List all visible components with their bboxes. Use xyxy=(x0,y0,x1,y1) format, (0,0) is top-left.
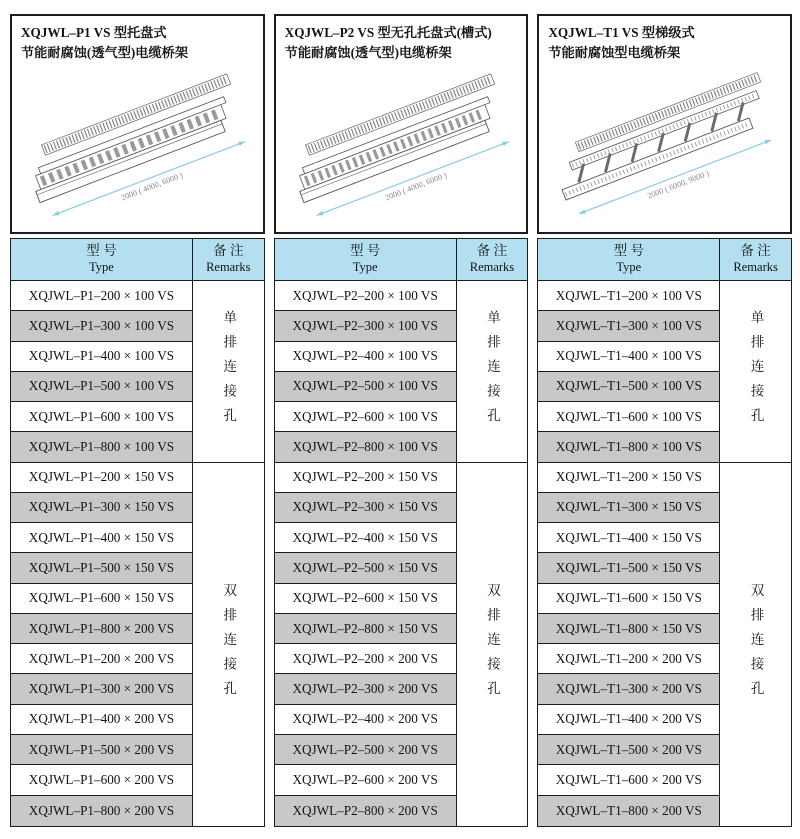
table-row: XQJWL–P1–500 × 150 VS xyxy=(11,553,192,583)
column-header-remarks xyxy=(720,239,791,280)
remark-text: 双排连接孔 xyxy=(484,583,500,706)
column-header-type xyxy=(275,239,457,280)
table-row: XQJWL–T1–300 × 150 VS xyxy=(538,493,719,523)
table-row: XQJWL–P1–200 × 150 VS xyxy=(11,463,192,493)
type-header-zh: 型 号 xyxy=(86,243,117,259)
table-row: XQJWL–P1–600 × 100 VS xyxy=(11,402,192,432)
table-row: XQJWL–P1–300 × 100 VS xyxy=(11,311,192,341)
table-body xyxy=(538,281,791,826)
table-body xyxy=(275,281,528,826)
table-row: XQJWL–P2–600 × 200 VS xyxy=(275,765,456,795)
panel-xqjwl-t1 xyxy=(537,14,792,827)
table-row: XQJWL–T1–800 × 200 VS xyxy=(538,796,719,826)
table-row: XQJWL–T1–200 × 200 VS xyxy=(538,644,719,674)
table-row: XQJWL–P2–400 × 150 VS xyxy=(275,523,456,553)
type-header-zh: 型 号 xyxy=(349,243,381,259)
remarks-header-zh: 备 注 xyxy=(740,243,771,259)
table-header xyxy=(538,239,791,281)
table-row: XQJWL–T1–600 × 100 VS xyxy=(538,402,719,432)
table-row: XQJWL–P2–600 × 150 VS xyxy=(275,584,456,614)
ladder-tray-drawing xyxy=(539,64,790,222)
model-column xyxy=(275,281,457,826)
table-header xyxy=(11,239,264,281)
product-title-line1: XQJWL–T1 VS 型梯级式 xyxy=(548,25,695,40)
table-row: XQJWL–T1–300 × 200 VS xyxy=(538,674,719,704)
table-row: XQJWL–P2–200 × 200 VS xyxy=(275,644,456,674)
table-row: XQJWL–P1–600 × 150 VS xyxy=(11,584,192,614)
type-header-zh: 型 号 xyxy=(613,243,644,259)
table-row: XQJWL–P1–600 × 200 VS xyxy=(11,765,192,795)
remarks-header-zh: 备 注 xyxy=(213,243,244,259)
table-row: XQJWL–P2–300 × 150 VS xyxy=(275,493,456,523)
remarks-column xyxy=(193,281,264,826)
remark-cell-single-row xyxy=(457,281,528,463)
table-row: XQJWL–P2–500 × 150 VS xyxy=(275,553,456,583)
table-row: XQJWL–P1–500 × 100 VS xyxy=(11,372,192,402)
column-header-type xyxy=(11,239,193,280)
table-row: XQJWL–P1–400 × 200 VS xyxy=(11,705,192,735)
table-row: XQJWL–T1–500 × 100 VS xyxy=(538,372,719,402)
product-title xyxy=(276,16,527,64)
table-row: XQJWL–T1–200 × 150 VS xyxy=(538,463,719,493)
table-row: XQJWL–T1–800 × 150 VS xyxy=(538,614,719,644)
model-column xyxy=(538,281,720,826)
table-row: XQJWL–T1–600 × 150 VS xyxy=(538,584,719,614)
type-header-en: Type xyxy=(352,260,378,275)
panel-xqjwl-p2 xyxy=(274,14,529,827)
table-row: XQJWL–P1–800 × 200 VS xyxy=(11,614,192,644)
table-row: XQJWL–T1–400 × 150 VS xyxy=(538,523,719,553)
dimension-label: 2000 ( 6000, 9000 ) xyxy=(646,168,711,201)
perforated-tray-drawing xyxy=(12,64,263,222)
remarks-column xyxy=(720,281,791,826)
model-table xyxy=(10,238,265,827)
table-row: XQJWL–P2–500 × 200 VS xyxy=(275,735,456,765)
table-body xyxy=(11,281,264,826)
remark-cell-double-row xyxy=(193,463,264,826)
type-header-en: Type xyxy=(89,260,114,275)
table-header xyxy=(275,239,528,281)
table-row: XQJWL–P2–300 × 100 VS xyxy=(275,311,456,341)
product-title xyxy=(12,16,263,64)
table-row: XQJWL–P1–800 × 200 VS xyxy=(11,796,192,826)
table-row: XQJWL–P2–800 × 200 VS xyxy=(275,796,456,826)
table-row: XQJWL–T1–200 × 100 VS xyxy=(538,281,719,311)
table-row: XQJWL–P2–200 × 150 VS xyxy=(275,463,456,493)
remark-cell-single-row xyxy=(193,281,264,463)
remark-text: 双排连接孔 xyxy=(221,583,237,706)
remark-text: 双排连接孔 xyxy=(748,583,764,706)
remarks-header-en: Remarks xyxy=(206,260,251,275)
table-row: XQJWL–P2–400 × 100 VS xyxy=(275,342,456,372)
model-table xyxy=(274,238,529,827)
table-row: XQJWL–T1–400 × 200 VS xyxy=(538,705,719,735)
table-row: XQJWL–P2–800 × 100 VS xyxy=(275,432,456,462)
table-row: XQJWL–P1–200 × 200 VS xyxy=(11,644,192,674)
dimension-label: 2000 ( 4000, 6000 ) xyxy=(383,170,448,203)
model-column xyxy=(11,281,193,826)
product-title-line2: 节能耐腐蚀型电缆桥架 xyxy=(548,45,681,61)
table-row: XQJWL–P1–500 × 200 VS xyxy=(11,735,192,765)
table-row: XQJWL–P1–400 × 150 VS xyxy=(11,523,192,553)
model-table xyxy=(537,238,792,827)
table-row: XQJWL–P1–300 × 200 VS xyxy=(11,674,192,704)
remark-text: 单排连接孔 xyxy=(221,310,237,433)
type-header-en: Type xyxy=(616,260,642,275)
table-row: XQJWL–P1–200 × 100 VS xyxy=(11,281,192,311)
table-row: XQJWL–P1–300 × 150 VS xyxy=(11,493,192,523)
panel-xqjwl-p1 xyxy=(10,14,265,827)
product-title-line2: 节能耐腐蚀(透气型)电缆桥架 xyxy=(284,45,452,61)
remarks-header-zh: 备 注 xyxy=(476,243,508,259)
product-header-box xyxy=(10,14,265,234)
table-row: XQJWL–T1–300 × 100 VS xyxy=(538,311,719,341)
remarks-column xyxy=(457,281,528,826)
product-header-box xyxy=(274,14,529,234)
table-row: XQJWL–P2–600 × 100 VS xyxy=(275,402,456,432)
remark-cell-double-row xyxy=(457,463,528,826)
table-row: XQJWL–T1–600 × 200 VS xyxy=(538,765,719,795)
remark-cell-single-row xyxy=(720,281,791,463)
table-row: XQJWL–T1–500 × 150 VS xyxy=(538,553,719,583)
remarks-header-en: Remarks xyxy=(733,260,778,275)
column-header-remarks xyxy=(193,239,264,280)
table-row: XQJWL–P1–800 × 100 VS xyxy=(11,432,192,462)
solid-trough-tray-drawing xyxy=(276,64,527,222)
product-title-line1: XQJWL–P2 VS 型无孔托盘式(槽式) xyxy=(284,25,492,40)
dimension-label: 2000 ( 4000, 6000 ) xyxy=(119,170,184,203)
table-row: XQJWL–P2–200 × 100 VS xyxy=(275,281,456,311)
remark-cell-double-row xyxy=(720,463,791,826)
product-title-line1: XQJWL–P1 VS 型托盘式 xyxy=(21,25,167,40)
table-row: XQJWL–P1–400 × 100 VS xyxy=(11,342,192,372)
column-header-remarks xyxy=(457,239,528,280)
table-row: XQJWL–P2–800 × 150 VS xyxy=(275,614,456,644)
table-row: XQJWL–P2–300 × 200 VS xyxy=(275,674,456,704)
product-header-box xyxy=(537,14,792,234)
product-title-line2: 节能耐腐蚀(透气型)电缆桥架 xyxy=(21,45,189,61)
remark-text: 单排连接孔 xyxy=(484,310,500,433)
remarks-header-en: Remarks xyxy=(469,260,515,275)
table-row: XQJWL–P2–500 × 100 VS xyxy=(275,372,456,402)
table-row: XQJWL–T1–400 × 100 VS xyxy=(538,342,719,372)
product-title xyxy=(539,16,790,64)
table-row: XQJWL–T1–500 × 200 VS xyxy=(538,735,719,765)
table-row: XQJWL–P2–400 × 200 VS xyxy=(275,705,456,735)
column-header-type xyxy=(538,239,720,280)
remark-text: 单排连接孔 xyxy=(748,310,764,433)
table-row: XQJWL–T1–800 × 100 VS xyxy=(538,432,719,462)
